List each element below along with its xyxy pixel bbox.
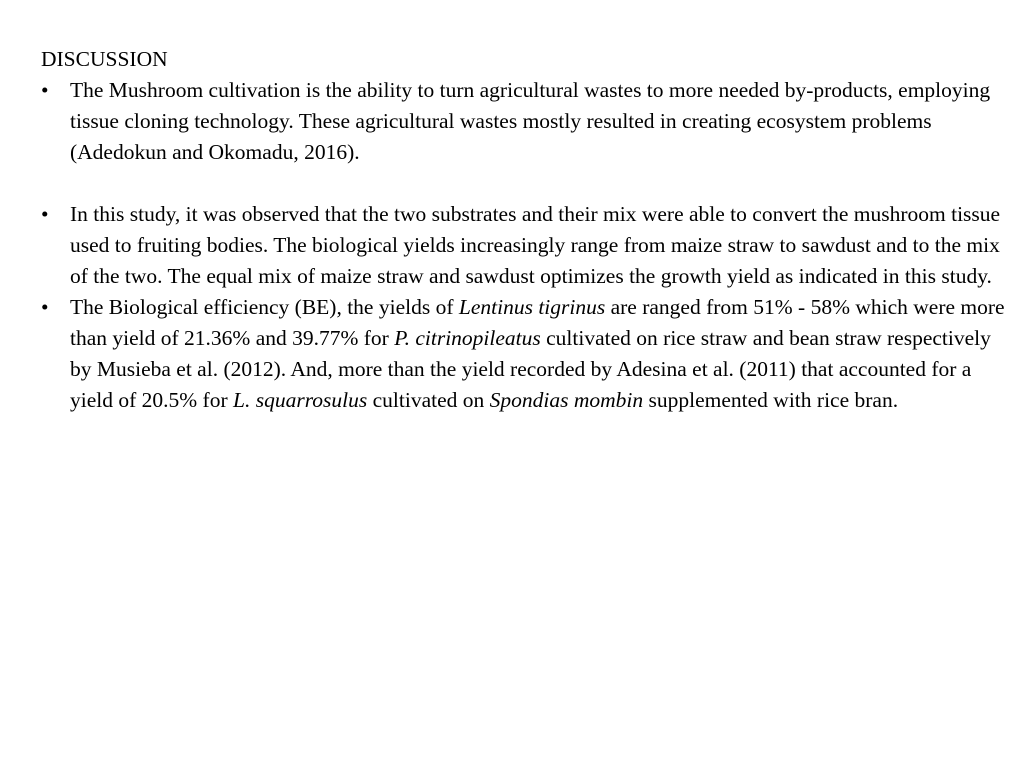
text-run: cultivated on rice straw and bean straw respectively by Musieba et al. (2012). And, more than the yield recorded by Adesina et al. (2011) that accounted for a yield of 20.5% for: [70, 326, 991, 412]
bullet-text: In this study, it was observed that the two substrates and their mix were able to convert the mushroom tissue used to fruiting bodies. The biological yields increasingly range from maize straw to sawdust and to the mix of the two. The equal mix of maize straw and sawdust optimizes the growth yield as indicated in this study.: [70, 202, 1001, 288]
bullet-item-biological-efficiency: [41, 292, 1007, 416]
bullet-item-substrates-study: [41, 199, 1007, 292]
bullet-marker: •: [41, 78, 49, 102]
species-name-lentinus: Lentinus tigrinus: [458, 295, 606, 319]
species-name-lentinus-squarrosulus: L. squarrosulus: [233, 388, 368, 412]
species-name-pleurotus: P. citrinopileatus: [394, 326, 541, 350]
bullet-marker: •: [41, 202, 49, 226]
bullet-text: [70, 292, 1007, 416]
text-run: supplemented with rice bran.: [643, 388, 899, 412]
text-run: are ranged from 51% - 58% which were more than yield of 21.36% and 39.77% for: [70, 295, 1005, 350]
bullet-text: The Mushroom cultivation is the ability to turn agricultural wastes to more needed by-products, employing tissue cloning technology. These agricultural wastes mostly resulted in creating ecosystem problems (Adedokun and Okomadu, 2016).: [70, 78, 991, 164]
bullet-item-mushroom-cultivation: [41, 75, 1007, 168]
text-run: The Biological efficiency (BE), the yields of: [70, 295, 459, 319]
text-run: cultivated on: [367, 388, 490, 412]
bullet-marker: •: [41, 295, 49, 319]
species-name-spondias: Spondias mombin: [489, 388, 644, 412]
discussion-heading: DISCUSSION: [41, 47, 168, 71]
discussion-bullet-list: [41, 75, 1007, 416]
